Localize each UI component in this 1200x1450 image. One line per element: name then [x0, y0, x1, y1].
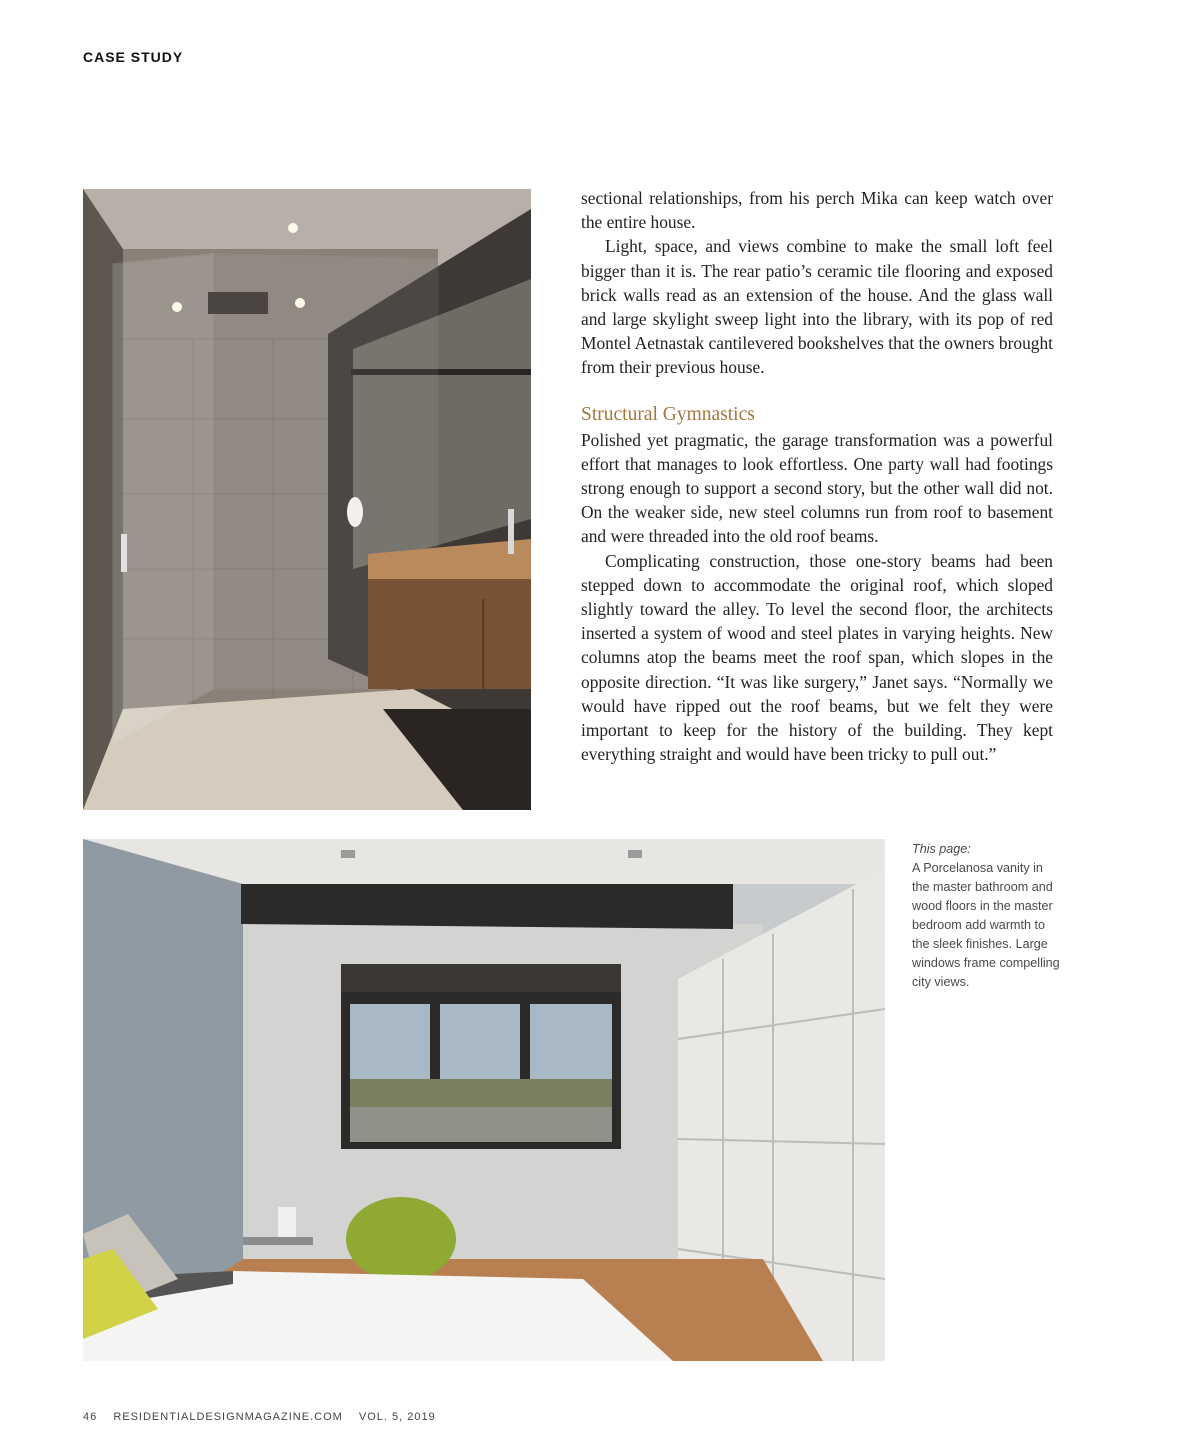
- section-label: CASE STUDY: [83, 49, 184, 65]
- caption-lead: This page:: [912, 842, 971, 856]
- bedroom-photo: [83, 839, 885, 1361]
- article-paragraph: Complicating construction, those one-story beams had been stepped down to accommodate the original roof, which sloped slightly toward the alley. To level the second floor, the architects inserted a system of wood and steel plates in varying heights. New columns atop the beams meet the roof span, which slopes in the opposite direction. “It was like surgery,” Janet says. “Normally we would have ripped out the roof beams, but we felt they were important to keep for the history of the building. They kept everything straight and would have been tricky to pull out.”: [581, 550, 1053, 765]
- magazine-site: RESIDENTIALDESIGNMAGAZINE.COM: [113, 1411, 343, 1423]
- article-subhead: Structural Gymnastics: [581, 403, 755, 425]
- article-paragraph: Light, space, and views combine to make the small loft feel bigger than it is. The rear patio’s ceramic tile flooring and exposed brick walls read as an extension of the house. And the glass wall and large skylight sweep light into the library, with its pop of red Montel Aetnastak cantilevered bookshelves that the owners brought from their previous house.: [581, 236, 1053, 378]
- bathroom-photo: [83, 189, 531, 810]
- caption-body: A Porcelanosa vanity in the master bathroom and wood floors in the master bedroom add warmth to the sleek finishes. Large windows frame compelling city views.: [912, 861, 1060, 989]
- photo-caption: [912, 840, 1062, 992]
- article-body: [581, 186, 1053, 766]
- article-paragraph: sectional relationships, from his perch Mika can keep watch over the entire house.: [581, 188, 1053, 233]
- page-footer: [83, 1411, 448, 1423]
- article-paragraph: Polished yet pragmatic, the garage transformation was a powerful effort that manages to look effortless. One party wall had footings strong enough to support a second story, but the other wall did not. On the weaker side, new steel columns run from roof to basement and were threaded into the old roof beams.: [581, 429, 1053, 547]
- page-number: 46: [83, 1411, 98, 1423]
- issue-volume: VOL. 5, 2019: [358, 1411, 436, 1423]
